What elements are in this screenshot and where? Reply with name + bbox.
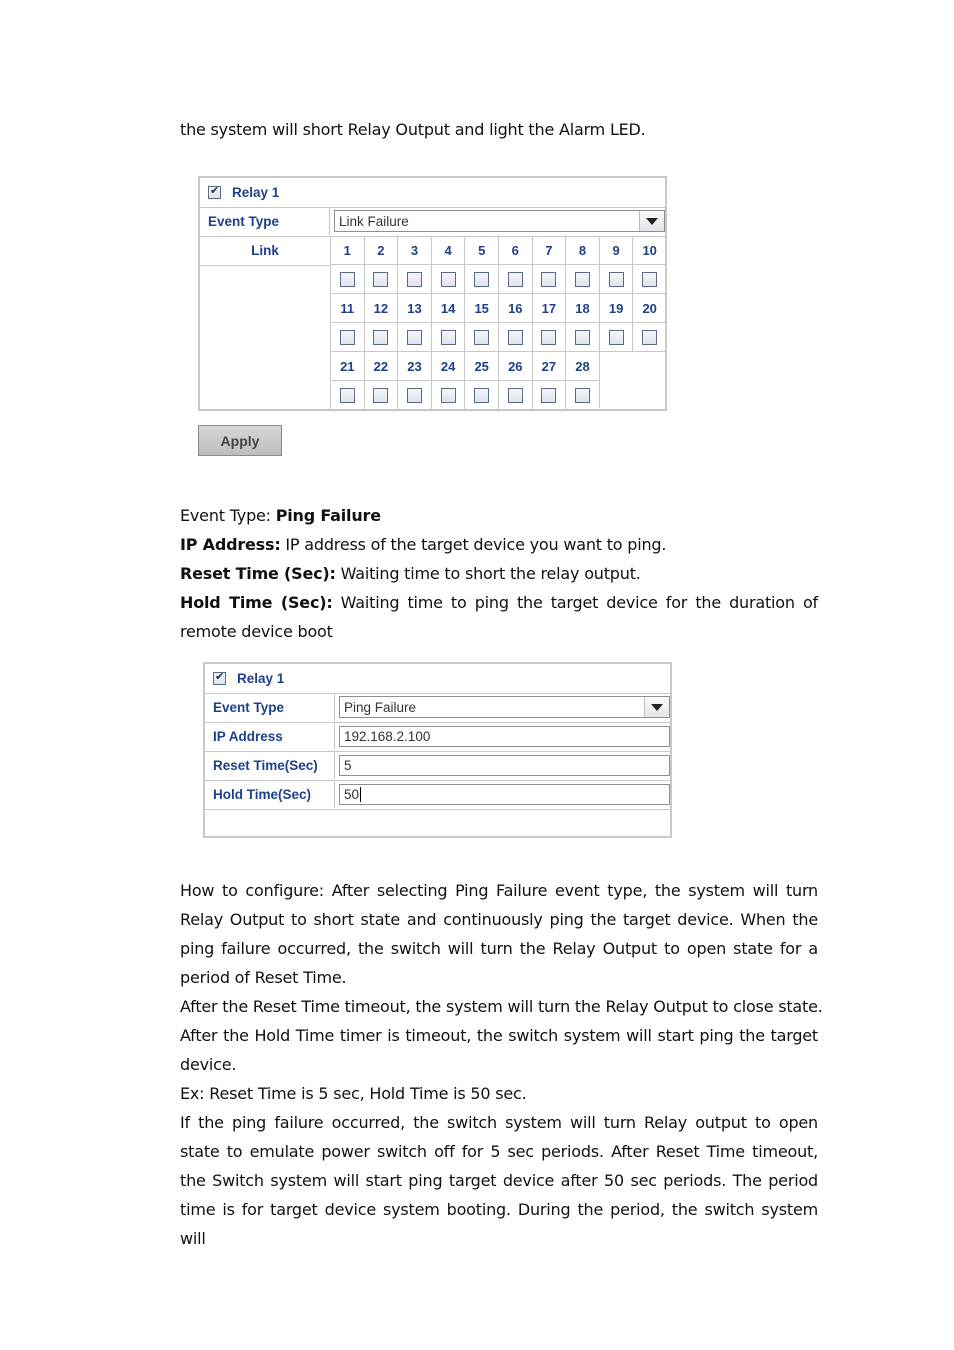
port-checkbox-cell bbox=[532, 265, 566, 294]
port-checkbox[interactable] bbox=[541, 272, 556, 287]
port-number-label: 11 bbox=[330, 294, 364, 323]
port-checkbox[interactable] bbox=[340, 272, 355, 287]
event-type-row bbox=[200, 207, 665, 237]
port-number-label: 25 bbox=[464, 352, 498, 381]
port-checkbox[interactable] bbox=[508, 330, 523, 345]
ip-desc: IP address of the target device you want to ping. bbox=[280, 535, 667, 554]
event-type-name: Ping Failure bbox=[275, 506, 381, 525]
port-checkbox-cell bbox=[464, 323, 498, 352]
port-number-label: 19 bbox=[599, 294, 633, 323]
port-number-label: 7 bbox=[532, 236, 566, 265]
ip-address-input[interactable]: 192.168.2.100 bbox=[339, 726, 670, 747]
hold-time-input[interactable] bbox=[339, 784, 670, 805]
port-checkbox-cell bbox=[532, 323, 566, 352]
port-number-label: 1 bbox=[330, 236, 364, 265]
port-number-label: 9 bbox=[599, 236, 633, 265]
reset-time-label: Reset Time(Sec) bbox=[205, 751, 335, 779]
apply-button[interactable]: Apply bbox=[198, 425, 282, 456]
port-checkbox[interactable] bbox=[340, 330, 355, 345]
port-checkbox[interactable] bbox=[441, 272, 456, 287]
port-checkbox[interactable] bbox=[407, 330, 422, 345]
port-checkbox-cell bbox=[565, 323, 599, 352]
port-checkbox-cell bbox=[464, 265, 498, 294]
relay-header-row bbox=[200, 178, 665, 208]
port-checkbox[interactable] bbox=[541, 330, 556, 345]
hold-term: Hold Time (Sec): bbox=[180, 593, 333, 612]
event-type-select[interactable] bbox=[334, 210, 665, 232]
ip-term: IP Address: bbox=[180, 535, 281, 554]
port-number-label: 22 bbox=[364, 352, 398, 381]
port-checkbox-cell bbox=[464, 381, 498, 410]
ip-address-description bbox=[180, 530, 818, 559]
port-checkbox[interactable] bbox=[508, 388, 523, 403]
body-paragraph-5: If the ping failure occurred, the switch system will turn Relay output to open state to emulate power switch off for 5 sec periods. After Reset Time timeout, the Switch system will start ping target device after 50 sec periods. The period time is for target device system booting. During the period, the switch system will bbox=[180, 1113, 818, 1248]
port-checkbox-cell bbox=[565, 381, 599, 410]
ip-address-label: IP Address bbox=[205, 722, 335, 750]
text-cursor bbox=[360, 787, 361, 802]
port-checkbox-cell bbox=[364, 381, 398, 410]
port-number-label: 2 bbox=[364, 236, 398, 265]
port-number-label: 23 bbox=[397, 352, 431, 381]
port-checkbox[interactable] bbox=[609, 330, 624, 345]
port-checkbox[interactable] bbox=[474, 330, 489, 345]
port-checkbox[interactable] bbox=[407, 388, 422, 403]
port-checkbox-cell bbox=[431, 381, 465, 410]
port-checkbox-cell bbox=[565, 265, 599, 294]
body-paragraph-4: Ex: Reset Time is 5 sec, Hold Time is 50 sec. bbox=[180, 1084, 527, 1103]
relay-ping-failure-panel bbox=[203, 662, 672, 838]
hold-time-row bbox=[205, 780, 670, 810]
port-number-label: 20 bbox=[632, 294, 666, 323]
port-checkbox-cell bbox=[498, 381, 532, 410]
event-type-select[interactable] bbox=[339, 696, 670, 718]
relay-enable-checkbox[interactable] bbox=[208, 186, 221, 199]
port-number-label: 24 bbox=[431, 352, 465, 381]
chevron-down-icon[interactable] bbox=[644, 697, 669, 717]
port-checkbox-cell bbox=[364, 323, 398, 352]
port-checkbox-cell bbox=[431, 265, 465, 294]
port-checkbox-cell bbox=[431, 323, 465, 352]
port-number-label: 6 bbox=[498, 236, 532, 265]
link-label: Link bbox=[251, 243, 279, 258]
body-paragraph-2: After the Reset Time timeout, the system will turn the Relay Output to close state. bbox=[180, 997, 823, 1016]
port-number-label: 27 bbox=[532, 352, 566, 381]
port-number-label: 26 bbox=[498, 352, 532, 381]
reset-desc: Waiting time to short the relay output. bbox=[335, 564, 641, 583]
hold-time-label: Hold Time(Sec) bbox=[205, 780, 335, 808]
port-checkbox-cell bbox=[632, 323, 666, 352]
port-number-label: 4 bbox=[431, 236, 465, 265]
reset-time-input[interactable]: 5 bbox=[339, 755, 670, 776]
port-checkbox[interactable] bbox=[609, 272, 624, 287]
port-number-label: 3 bbox=[397, 236, 431, 265]
port-checkbox-cell bbox=[498, 265, 532, 294]
port-number-label: 5 bbox=[464, 236, 498, 265]
relay-link-failure-panel bbox=[198, 176, 667, 411]
port-checkbox-cell bbox=[632, 265, 666, 294]
hold-time-value: 50 bbox=[344, 787, 360, 802]
port-number-label: 14 bbox=[431, 294, 465, 323]
port-checkbox-cell bbox=[330, 381, 364, 410]
ip-address-row bbox=[205, 722, 670, 752]
port-checkbox[interactable] bbox=[373, 330, 388, 345]
port-checkbox[interactable] bbox=[541, 388, 556, 403]
port-checkbox[interactable] bbox=[373, 272, 388, 287]
port-number-label: 17 bbox=[532, 294, 566, 323]
port-checkbox-cell bbox=[397, 265, 431, 294]
body-paragraph-1: How to configure: After selecting Ping Failure event type, the system will turn Relay Output to short state and continuously ping the target device. When the ping failure occurred, the switch will turn the Relay Output to open state for a period of Reset Time. bbox=[180, 881, 818, 987]
port-number-label: 18 bbox=[565, 294, 599, 323]
port-number-label: 21 bbox=[330, 352, 364, 381]
intro-text: the system will short Relay Output and light the Alarm LED. bbox=[180, 120, 646, 139]
port-number-label: 8 bbox=[565, 236, 599, 265]
port-number-label: 12 bbox=[364, 294, 398, 323]
port-checkbox[interactable] bbox=[407, 272, 422, 287]
port-checkbox[interactable] bbox=[508, 272, 523, 287]
port-number-label: 16 bbox=[498, 294, 532, 323]
port-checkbox[interactable] bbox=[474, 388, 489, 403]
port-checkbox-cell bbox=[532, 381, 566, 410]
event-type-prefix: Event Type: bbox=[180, 506, 276, 525]
port-number-label: 10 bbox=[632, 236, 666, 265]
event-type-label: Event Type bbox=[205, 693, 335, 721]
port-checkbox[interactable] bbox=[441, 388, 456, 403]
relay-header-row bbox=[205, 664, 670, 694]
port-checkbox-cell bbox=[364, 265, 398, 294]
body-paragraph-3: After the Hold Time timer is timeout, the switch system will start ping the target device. bbox=[180, 1026, 818, 1074]
port-checkbox-cell bbox=[330, 265, 364, 294]
port-checkbox[interactable] bbox=[575, 272, 590, 287]
reset-time-description bbox=[180, 559, 818, 588]
port-checkbox-cell bbox=[498, 323, 532, 352]
port-checkbox[interactable] bbox=[575, 388, 590, 403]
port-checkbox[interactable] bbox=[642, 330, 657, 345]
event-type-selected-value: Ping Failure bbox=[344, 699, 417, 715]
relay-label: Relay 1 bbox=[232, 185, 280, 200]
event-type-label: Event Type bbox=[200, 207, 330, 235]
port-checkbox-cell bbox=[330, 323, 364, 352]
port-number-label: 28 bbox=[565, 352, 599, 381]
port-number-label: 13 bbox=[397, 294, 431, 323]
port-checkbox[interactable] bbox=[441, 330, 456, 345]
port-checkbox[interactable] bbox=[373, 388, 388, 403]
reset-term: Reset Time (Sec): bbox=[180, 564, 336, 583]
hold-desc: Waiting time to ping the target device for the duration of remote device boot bbox=[180, 593, 818, 641]
port-checkbox[interactable] bbox=[340, 388, 355, 403]
hold-time-description bbox=[180, 588, 818, 646]
port-checkbox[interactable] bbox=[474, 272, 489, 287]
event-type-ping-line bbox=[180, 501, 818, 530]
port-checkbox[interactable] bbox=[642, 272, 657, 287]
port-checkbox[interactable] bbox=[575, 330, 590, 345]
reset-time-row bbox=[205, 751, 670, 781]
port-checkbox-cell bbox=[397, 323, 431, 352]
relay-label: Relay 1 bbox=[237, 671, 285, 686]
link-grid bbox=[200, 236, 665, 409]
chevron-down-icon[interactable] bbox=[639, 211, 664, 231]
event-type-selected-value: Link Failure bbox=[339, 213, 409, 229]
event-type-row bbox=[205, 693, 670, 723]
port-checkbox-cell bbox=[599, 265, 633, 294]
port-checkbox-cell bbox=[599, 323, 633, 352]
port-number-label: 15 bbox=[464, 294, 498, 323]
port-checkbox-cell bbox=[397, 381, 431, 410]
relay-enable-checkbox[interactable] bbox=[213, 672, 226, 685]
